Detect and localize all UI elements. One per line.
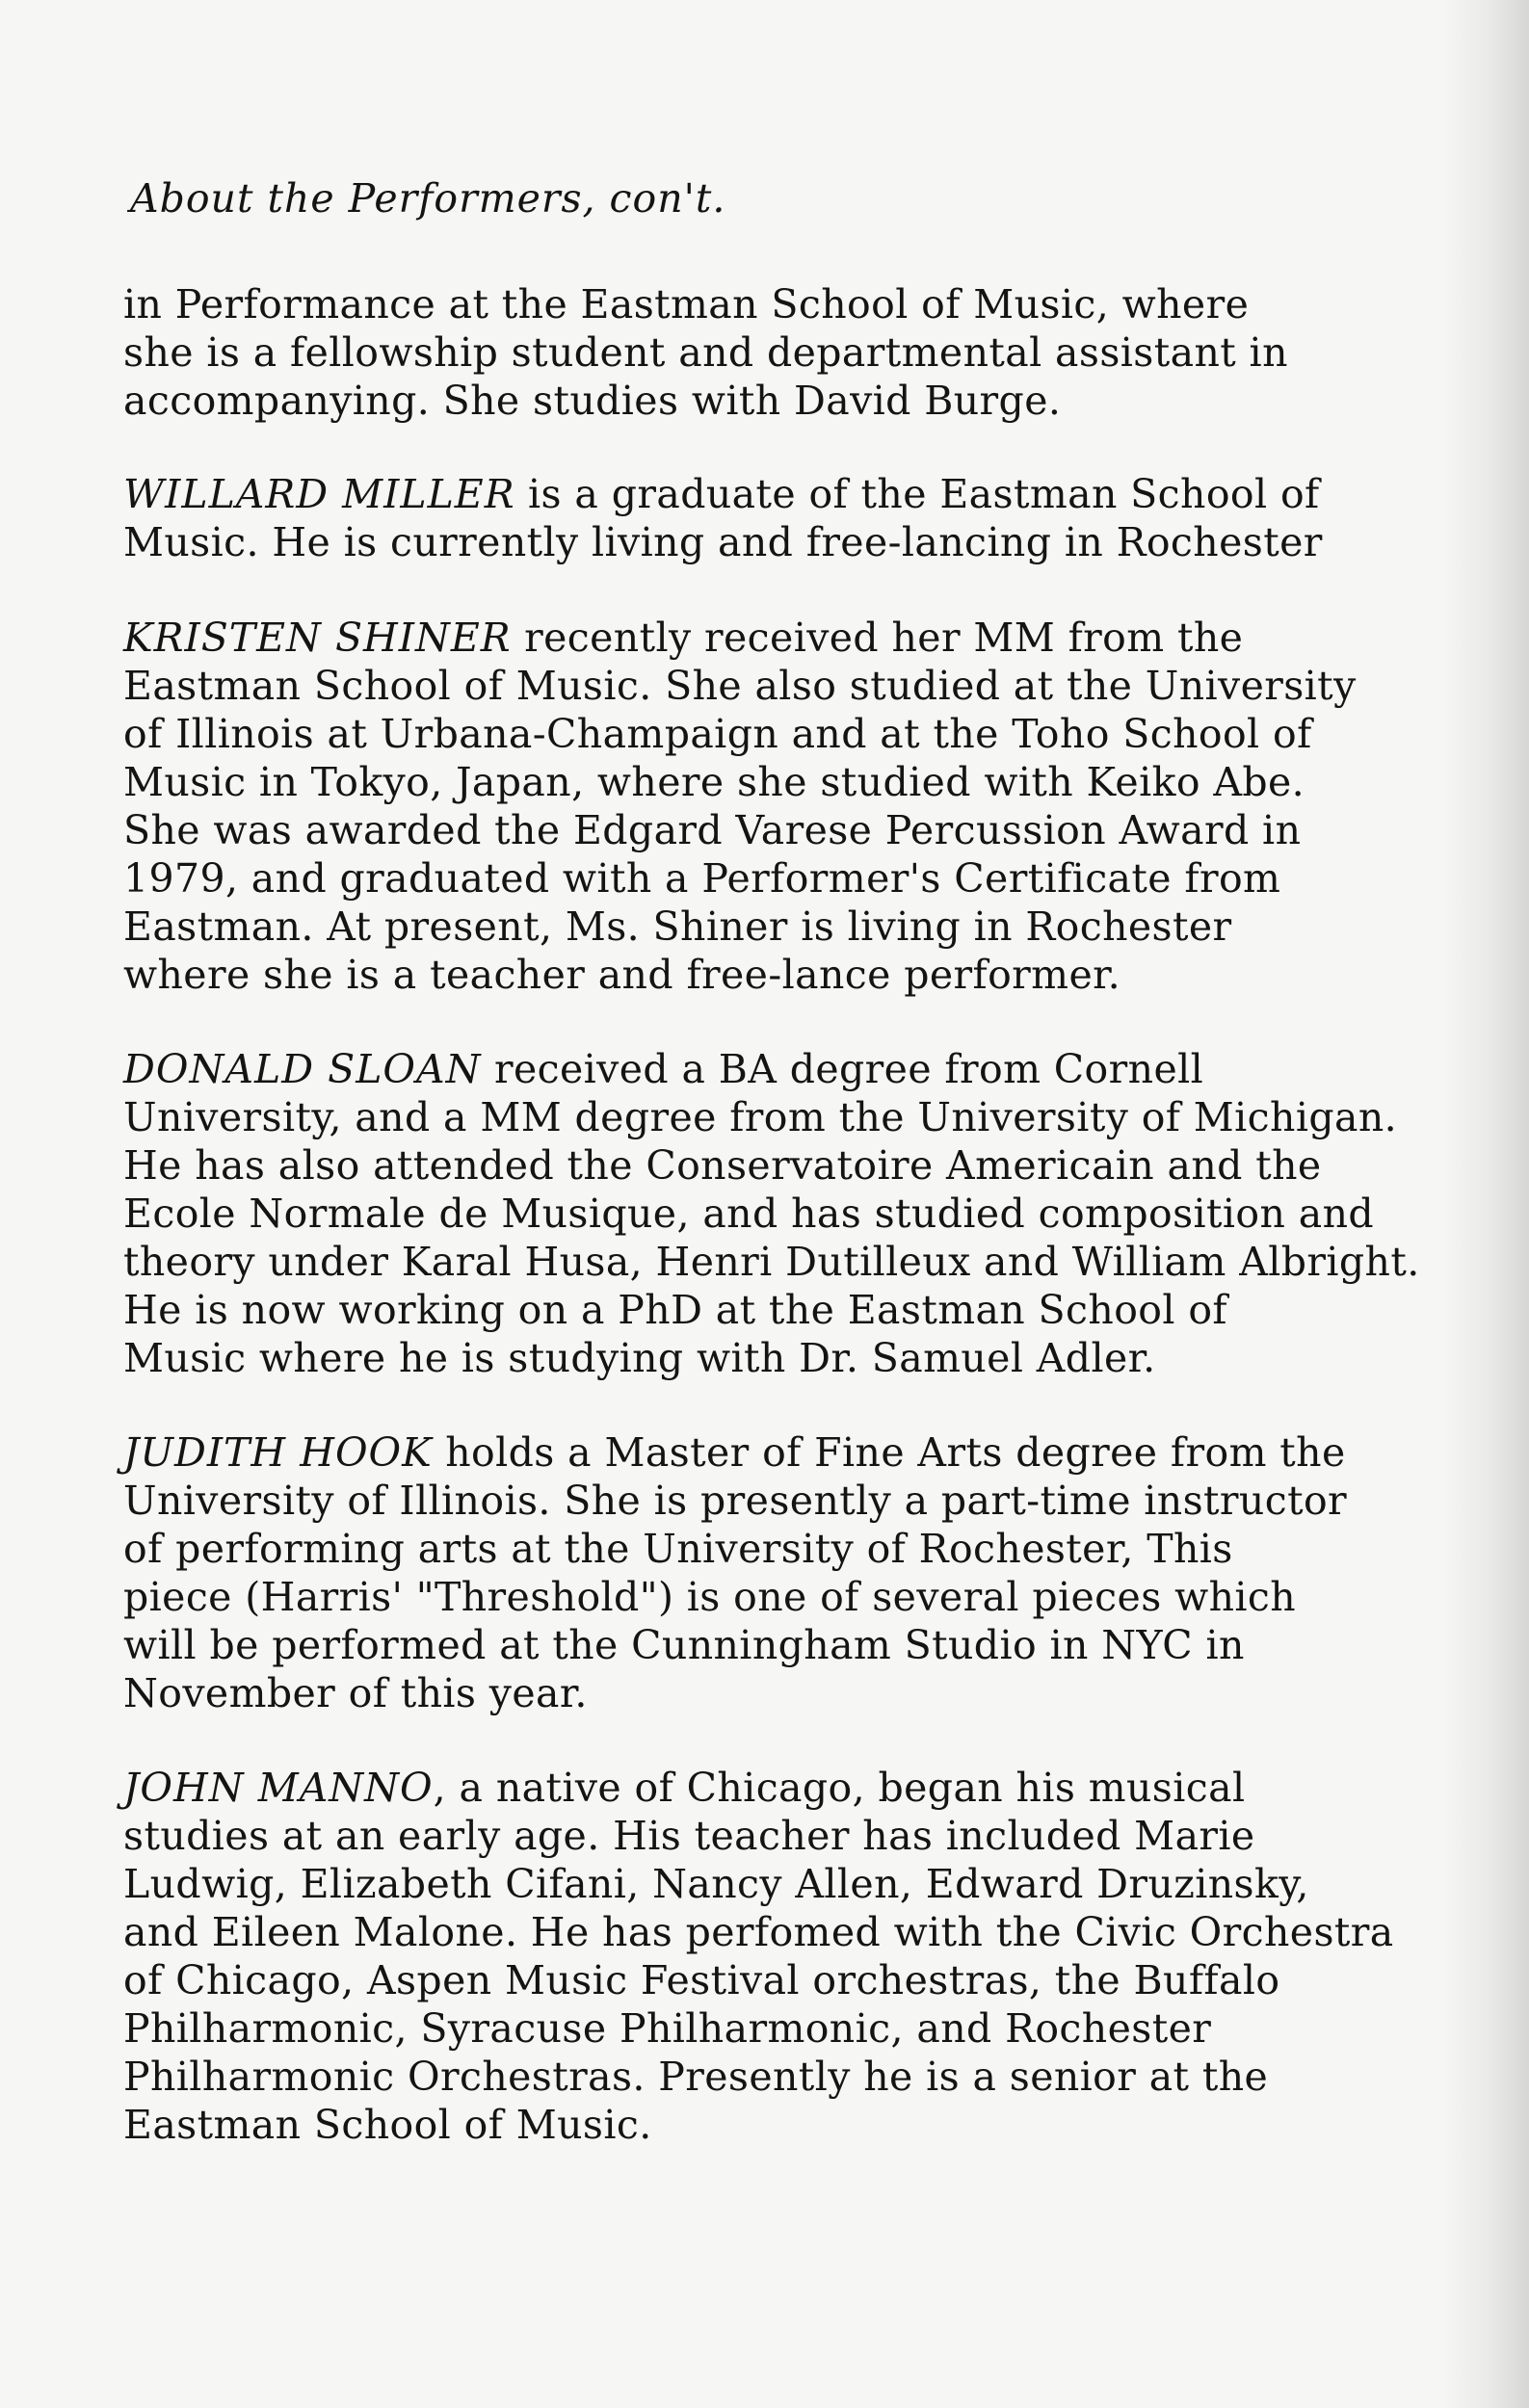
bio-kristen-shiner (123, 614, 1357, 999)
bio-line: recently received her MM from the (511, 615, 1244, 661)
bio-line: November of this year. (123, 1670, 588, 1716)
bio-line: will be performed at the Cunningham Studio in NYC in (123, 1622, 1245, 1668)
bio-line: accompanying. She studies with David Burge. (123, 378, 1062, 424)
bio-judith-hook (123, 1428, 1347, 1717)
bio-donald-sloan (123, 1045, 1420, 1382)
bio-continued (123, 280, 1288, 425)
bio-line: received a BA degree from Cornell (481, 1046, 1204, 1092)
bio-line: she is a fellowship student and departmental assistant in (123, 329, 1288, 376)
bio-line: of Illinois at Urbana-Champaign and at the Toho School of (123, 711, 1312, 757)
bio-line: of Chicago, Aspen Music Festival orchestras, the Buffalo (123, 1957, 1280, 2003)
bio-line: He has also attended the Conservatoire Americain and the (123, 1142, 1322, 1189)
bio-line: holds a Master of Fine Arts degree from the (432, 1429, 1346, 1476)
performer-name: WILLARD MILLER (123, 471, 515, 517)
bio-line: , a native of Chicago, began his musical (433, 1765, 1246, 1811)
bio-line: University of Illinois. She is presently a part-time instructor (123, 1478, 1348, 1524)
page-edge-shadow (1442, 0, 1529, 2408)
bio-line: Music in Tokyo, Japan, where she studied with Keiko Abe. (123, 759, 1305, 805)
bio-line: 1979, and graduated with a Performer's Certificate from (123, 855, 1281, 902)
bio-line: in Performance at the Eastman School of Music, where (123, 281, 1250, 327)
performer-name: DONALD SLOAN (123, 1046, 482, 1092)
bio-line: and Eileen Malone. He has perfomed with the Civic Orchestra (123, 1909, 1394, 1955)
bio-line: where she is a teacher and free-lance performer. (123, 952, 1121, 998)
bio-willard-miller (123, 470, 1323, 566)
bio-line: studies at an early age. His teacher has included Marie (123, 1813, 1255, 1859)
page-heading: About the Performers, con't. (130, 175, 726, 222)
performer-name: JOHN MANNO (123, 1765, 434, 1811)
bio-line: Ludwig, Elizabeth Cifani, Nancy Allen, Edward Druzinsky, (123, 1861, 1309, 1907)
bio-line: University, and a MM degree from the University of Michigan. (123, 1094, 1398, 1140)
bio-line: of performing arts at the University of Rochester, This (123, 1526, 1233, 1572)
bio-line: is a graduate of the Eastman School of (514, 471, 1320, 517)
bio-john-manno (123, 1764, 1394, 2149)
performer-name: JUDITH HOOK (123, 1429, 433, 1476)
bio-line: Ecole Normale de Musique, and has studied composition and (123, 1191, 1375, 1237)
bio-line: She was awarded the Edgard Varese Percussion Award in (123, 807, 1302, 853)
performer-name: KRISTEN SHINER (123, 615, 512, 661)
bio-line: piece (Harris' "Threshold") is one of several pieces which (123, 1574, 1297, 1620)
bio-line: theory under Karal Husa, Henri Dutilleux and William Albright. (123, 1239, 1420, 1285)
bio-line: Music. He is currently living and free-lancing in Rochester (123, 519, 1323, 565)
bio-line: Eastman School of Music. (123, 2102, 652, 2148)
bio-line: Eastman School of Music. She also studied at the University (123, 663, 1357, 709)
bio-line: Philharmonic, Syracuse Philharmonic, and Rochester (123, 2005, 1212, 2052)
bio-line: Philharmonic Orchestras. Presently he is a senior at the (123, 2054, 1269, 2100)
bio-line: He is now working on a PhD at the Eastman School of (123, 1287, 1227, 1333)
bio-line: Eastman. At present, Ms. Shiner is living in Rochester (123, 903, 1232, 950)
bio-line: Music where he is studying with Dr. Samuel Adler. (123, 1335, 1156, 1381)
